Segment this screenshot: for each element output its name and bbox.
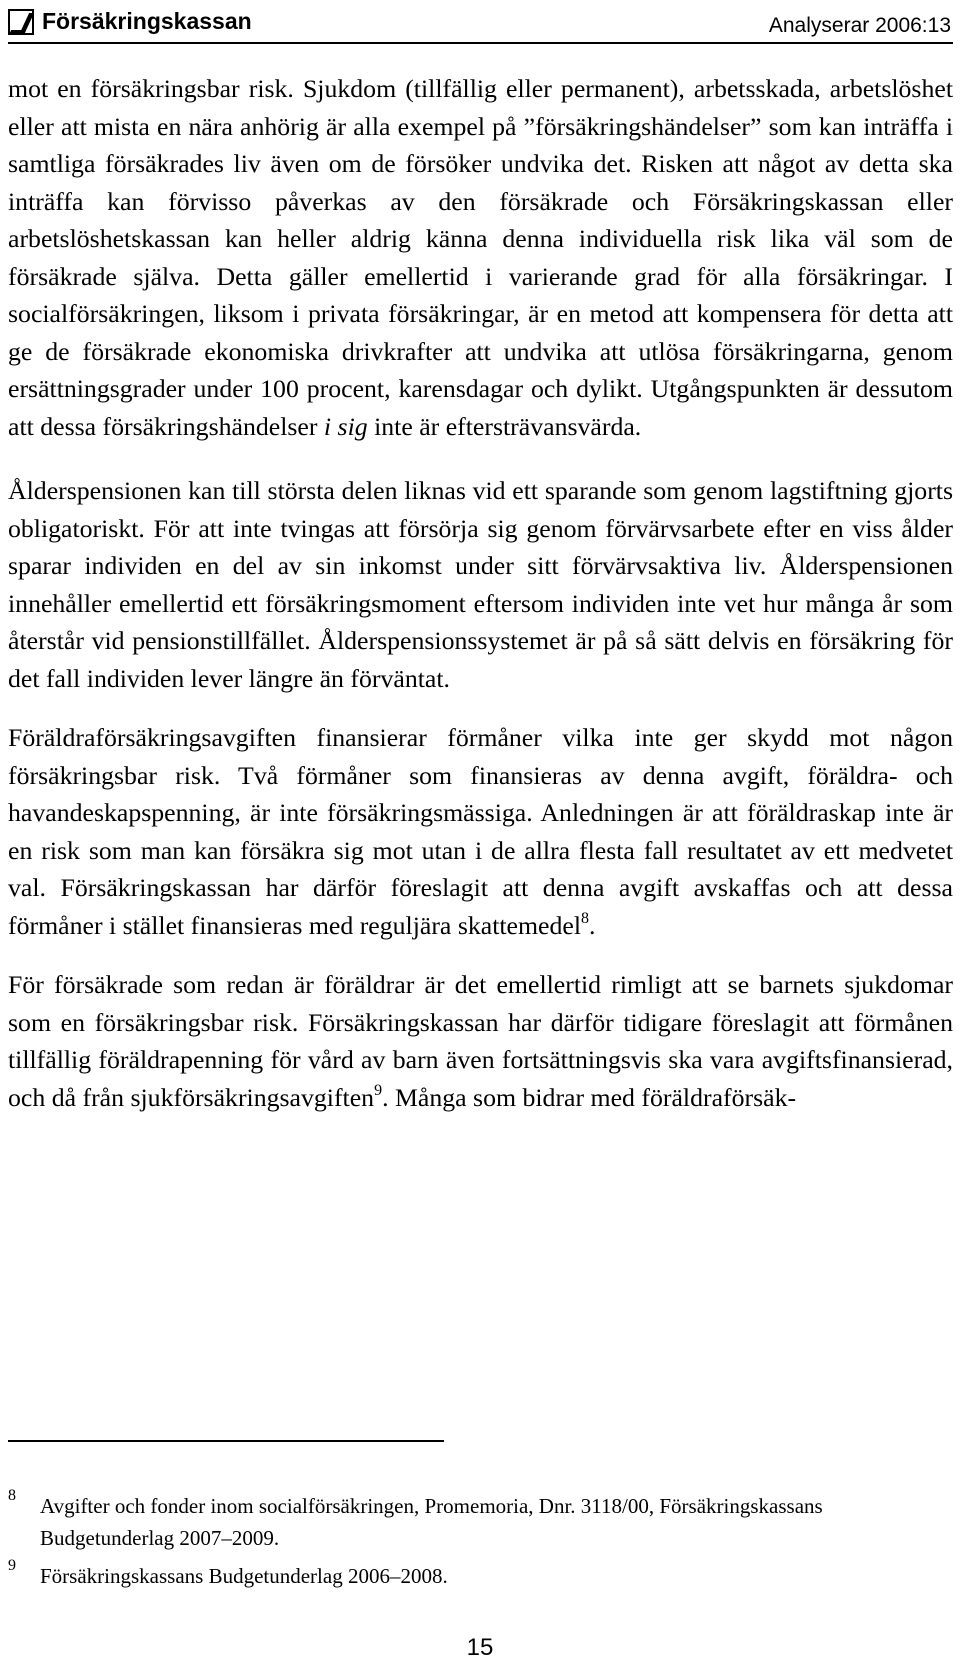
body-text [8,70,953,1138]
paragraph-4-text: För försäkrade som redan är föräldrar är det emellertid rimligt att se barnets sjukdomar som en försäkringsbar risk. Försäkringskassan har därför tidigare föreslagit att förmånen tillfällig föräldrapenning för vård av barn även fortsättningsvis ska vara avgiftsfinansierad, och då från sjukförsäkringsavgiften [8,970,953,1112]
footnotes [8,1487,953,1598]
paragraph-1 [8,70,953,445]
footnote-divider [8,1440,444,1442]
page-number: 15 [466,1634,494,1661]
paragraph-3-text: Föräldraförsäkringsavgiften finansierar förmåner vilka inte ger skydd mot någon försäkringsbar risk. Två förmåner som finansieras av denna avgift, föräldra- och havandeskapspenning, är inte försäkringsmässiga. Anledningen är att föräldraskap inte är en risk som man kan försäkra sig mot utan i de allra flesta fall resultatet av ett medvetet val. Försäkringskassan har därför föreslagit att denna avgift avskaffas och att dessa förmåner i stället finansieras med reguljära skattemedel [8,723,953,940]
italic-phrase: i sig [323,411,368,441]
brand-name: Försäkringskassan [42,8,252,34]
footnote-8 [8,1487,953,1554]
page-header [8,4,953,44]
paragraph-2-text: Ålderspensionen kan till största delen liknas vid ett sparande som genom lagstiftning gjorts obligatoriskt. För att inte tvingas att försörja sig genom förvärvsarbete efter en viss ålder sparar individen en del av sin inkomst under sitt förvärvsaktiva liv. Ålderspensionen innehåller emellertid ett försäkringsmoment eftersom individen inte vet hur många år som återstår vid pensionstillfället. Ålderspensionssystemet är på så sätt delvis en försäkring för det fall individen lever längre än förväntat. [8,476,953,693]
footnote-ref-8[interactable]: 8 [581,909,590,927]
footnote-number: 8 [8,1487,16,1504]
paragraph-1-text: mot en försäkringsbar risk. Sjukdom (tillfällig eller permanent), arbetsskada, arbetslöshet eller att mista en nära anhörig är alla exempel på ”försäkringshändelser” som kan inträffa i samtliga försäkrades liv även om de försöker undvika det. Risken att något av detta ska inträffa kan förvisso påverkas av den försäkrade och Försäkringskassan eller arbetslöshetskassan kan heller aldrig känna denna individuella risk lika väl som de försäkrade själva. Detta gäller emellertid i varierande grad för alla försäkringar. I socialförsäkringen, liksom i privata försäkringar, är en metod att kompensera för detta att ge de försäkrade ekonomiska drivkrafter att undvika att utlösa försäkringarna, genom ersättningsgrader under 100 procent, karensdagar och dylikt. Utgångspunkten är dessutom att dessa försäkringshändelser [8,74,953,441]
footnote-9 [8,1557,953,1592]
paragraph-3-tail: . [589,910,596,940]
paragraph-2 [8,472,953,697]
forsakringskassan-logo-icon [8,9,34,35]
paragraph-4 [8,966,953,1116]
footnote-text: Försäkringskassans Budgetunderlag 2006–2008. [40,1564,448,1588]
footnote-text: Avgifter och fonder inom socialförsäkringen, Promemoria, Dnr. 3118/00, Försäkringskassans Budgetunderlag 2007–2009. [40,1494,823,1550]
publication-id: Analyserar 2006:13 [768,14,951,37]
paragraph-1-tail: inte är eftersträvansvärda. [367,411,642,441]
paragraph-3 [8,719,953,944]
footnote-number: 9 [8,1557,16,1574]
brand-logo [8,8,252,35]
paragraph-4-tail: . Många som bidrar med föräldraförsäk- [382,1082,797,1112]
footnote-ref-9[interactable]: 9 [374,1081,383,1099]
